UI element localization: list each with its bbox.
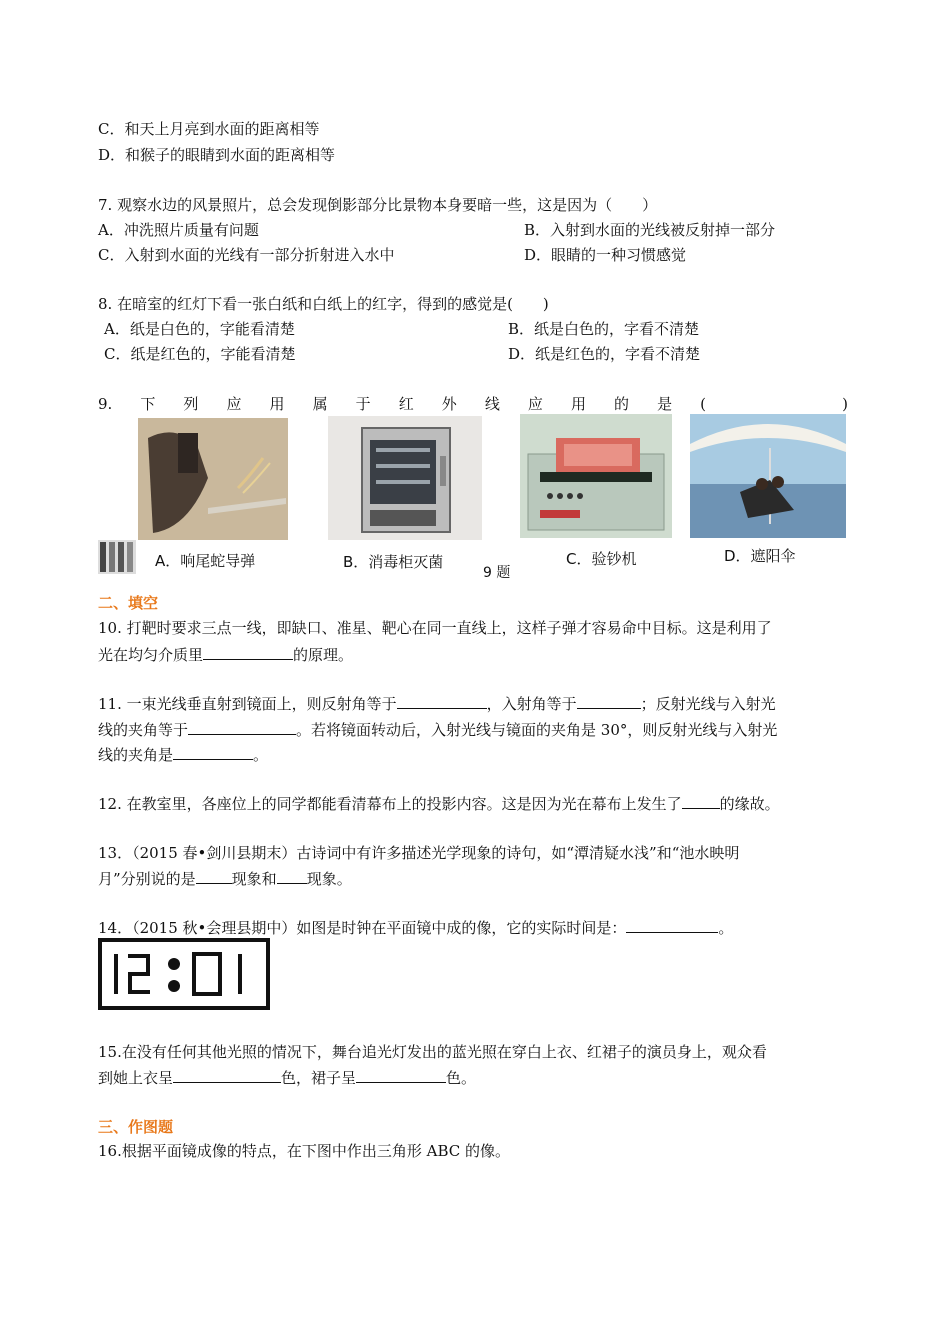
q7-stem: 7. 观察水边的风景照片，总会发现倒影部分比景物本身要暗一些，这是因为（ ）	[98, 196, 658, 214]
q8-option-b: B．纸是白色的，字看不清楚	[508, 320, 700, 338]
q11-text: 。	[253, 746, 269, 764]
q14-line	[98, 916, 733, 939]
q12-text: 的缘故。	[719, 795, 780, 813]
money-detector-illustration	[520, 414, 672, 538]
q15-text: 色，裙子呈	[281, 1069, 357, 1087]
q9-char: 是	[657, 395, 673, 413]
q9-char: 应	[527, 395, 543, 413]
q10-line1: 10. 打靶时要求三点一线，即缺口、准星、靶心在同一直线上，这样子弹才容易命中目标。这是利用了	[98, 619, 772, 637]
q15-text: 色。	[446, 1069, 477, 1087]
q13-line1: 13．（2015 春•剑川县期末）古诗词中有许多描述光学现象的诗句，如“潭清疑水浅”和“池水映明	[98, 844, 740, 862]
answer-blank[interactable]	[196, 867, 232, 884]
sunshade-photo	[690, 414, 846, 538]
q9-char: )	[842, 395, 848, 413]
q8-stem: 8. 在暗室的红灯下看一张白纸和白纸上的红字，得到的感觉是( )	[98, 295, 549, 313]
q7-option-c: C．入射到水面的光线有一部分折射进入水中	[98, 246, 395, 264]
q9-caption-c: C．验钞机	[566, 550, 637, 568]
answer-blank[interactable]	[356, 1066, 446, 1083]
answer-blank[interactable]	[173, 743, 253, 760]
missile-photo	[138, 418, 288, 540]
missile-illustration	[138, 418, 288, 540]
sterilizer-illustration	[328, 416, 482, 540]
q9-char: 用	[269, 395, 285, 413]
q11-line3	[98, 743, 268, 766]
q9-char: 用	[570, 395, 586, 413]
q7-option-b: B．入射到水面的光线被反射掉一部分	[524, 221, 776, 239]
section-fill-in-heading: 二、填空	[98, 594, 159, 612]
q9-char: 属	[312, 395, 328, 413]
q9-char: 列	[183, 395, 199, 413]
q13-line2	[98, 867, 352, 890]
q11-text: 线的夹角是	[98, 746, 174, 764]
answer-blank[interactable]	[577, 692, 641, 709]
q9-figure-label: 9 题	[483, 565, 511, 581]
q13-text: 现象。	[306, 870, 352, 888]
q15-line2	[98, 1066, 476, 1089]
q7-option-a: A．冲洗照片质量有问题	[98, 221, 259, 239]
answer-blank[interactable]	[277, 867, 307, 884]
q9-char: (	[700, 395, 707, 413]
q11-text: 11. 一束光线垂直射到镜面上，则反射角等于	[98, 695, 397, 713]
q9-char: 外	[441, 395, 457, 413]
q9-char: 下	[140, 395, 156, 413]
q9-stem	[98, 393, 848, 415]
q11-line2	[98, 718, 777, 741]
q9-char: 的	[614, 395, 630, 413]
q7-option-d: D．眼睛的一种习惯感觉	[524, 246, 687, 264]
mirror-clock-display	[98, 938, 270, 1010]
q10-line2	[98, 643, 353, 666]
film-strip-icon	[98, 540, 136, 574]
q9-char: 红	[398, 395, 414, 413]
q8-option-c: C．纸是红色的，字能看清楚	[104, 345, 296, 363]
section-drawing-heading: 三、作图题	[98, 1118, 174, 1136]
sunshade-illustration	[690, 414, 846, 538]
q13-text: 现象和	[231, 870, 277, 888]
answer-blank[interactable]	[682, 792, 720, 809]
q14-text: 。	[718, 919, 734, 937]
q9-caption-b: B．消毒柜灭菌	[343, 553, 444, 571]
q9-caption-a: A．响尾蛇导弹	[155, 552, 256, 570]
answer-blank[interactable]	[397, 692, 487, 709]
money-detector-photo	[520, 414, 672, 538]
q11-line1	[98, 692, 776, 715]
q12-line	[98, 792, 780, 815]
q11-text: 线的夹角等于	[98, 721, 189, 739]
q12-text: 12. 在教室里，各座位上的同学都能看清幕布上的投影内容。这是因为光在幕布上发生了	[98, 795, 682, 813]
q10-text: 光在均匀介质里	[98, 646, 204, 664]
q8-option-d: D．纸是红色的，字看不清楚	[508, 345, 701, 363]
q6-option-c: C．和天上月亮到水面的距离相等	[98, 120, 320, 138]
q10-text: 的原理。	[293, 646, 354, 664]
q15-line1: 15.在没有任何其他光照的情况下，舞台追光灯发出的蓝光照在穿白上衣、红裙子的演员身上，观众看	[98, 1043, 767, 1061]
q11-text: ；反射光线与入射光	[640, 695, 776, 713]
q9-char: 于	[355, 395, 371, 413]
answer-blank[interactable]	[626, 916, 718, 933]
q9-char: 应	[226, 395, 242, 413]
q9-caption-d: D．遮阳伞	[724, 547, 796, 565]
answer-blank[interactable]	[173, 1066, 281, 1083]
q16-text: 16.根据平面镜成像的特点，在下图中作出三角形 ABC 的像。	[98, 1142, 511, 1160]
mirror-clock-image	[98, 938, 270, 1010]
answer-blank[interactable]	[188, 718, 296, 735]
q14-text: 14．（2015 秋•会理县期中）如图是时钟在平面镜中成的像，它的实际时间是：	[98, 919, 627, 937]
answer-blank[interactable]	[203, 643, 293, 660]
q11-text: 。若将镜面转动后，入射光线与镜面的夹角是 30°，则反射光线与入射光	[296, 721, 778, 739]
q6-option-d: D．和猴子的眼睛到水面的距离相等	[98, 146, 336, 164]
q15-text: 到她上衣呈	[98, 1069, 174, 1087]
q11-text: ，入射角等于	[486, 695, 577, 713]
q13-text: 月”分别说的是	[98, 870, 196, 888]
sterilizer-cabinet-photo	[328, 416, 482, 540]
q9-char: 线	[484, 395, 500, 413]
q8-option-a: A．纸是白色的，字能看清楚	[104, 320, 295, 338]
q9-char: 9.	[98, 395, 113, 413]
